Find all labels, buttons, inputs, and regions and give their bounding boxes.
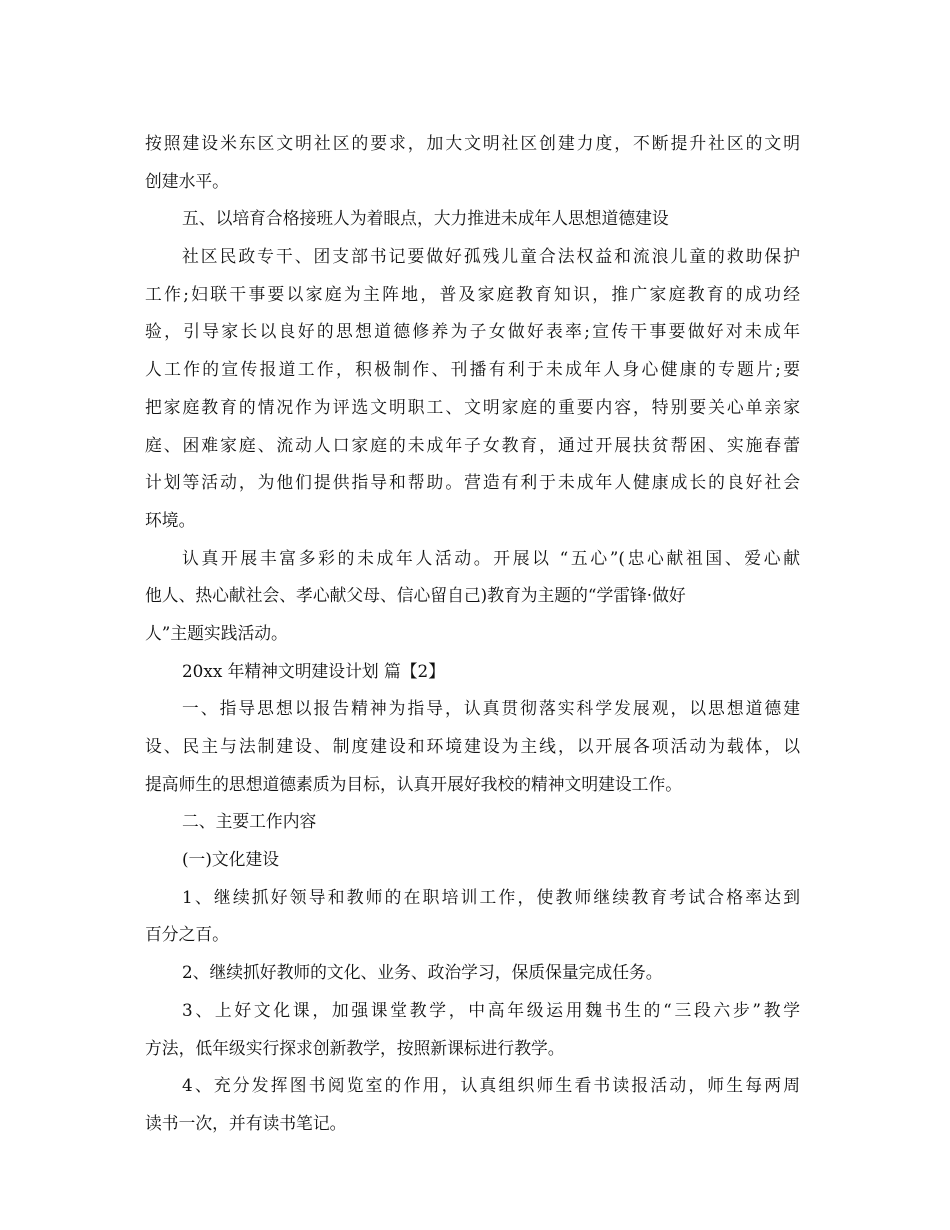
list-item	[145, 954, 800, 992]
text-line: 五、以培育合格接班人为着眼点，大力推进未成年人思想道德建设	[182, 208, 669, 229]
text-line: 20xx 年精神文明建设计划 篇【2】	[182, 660, 446, 681]
text-line: 验，引导家长以良好的思想道德修养为子女做好表率;宣传干事要做好对未成年	[145, 321, 800, 342]
text-line: 设、民主与法制建设、制度建设和环境建设为主线，以开展各项活动为载体，以	[145, 736, 800, 756]
text-line: 把家庭教育的情况作为评选文明职工、文明家庭的重要内容，特别要关心单亲家	[145, 396, 800, 417]
text-line: 人”主题实践活动。	[145, 622, 288, 643]
paragraph	[145, 690, 800, 803]
text-line: 工作;妇联干事要以家庭为主阵地，普及家庭教育知识，推广家庭教育的成功经	[145, 283, 800, 304]
text-line: 社区民政专干、团支部书记要做好孤残儿童合法权益和流浪儿童的救助保护	[182, 246, 800, 267]
document-title	[145, 653, 800, 691]
paragraph	[145, 540, 800, 653]
list-item	[145, 879, 800, 954]
text-line: 按照建设米东区文明社区的要求，加大文明社区创建力度，不断提升社区的文明	[145, 133, 800, 153]
section-heading	[145, 803, 800, 841]
text-line: 创建水平。	[145, 170, 229, 191]
subsection-heading	[145, 841, 800, 879]
document-body	[145, 125, 800, 1143]
text-line: 环境。	[145, 509, 196, 530]
text-line: 人工作的宣传报道工作，积极制作、刊播有利于未成年人身心健康的专题片;要	[145, 359, 800, 380]
text-line: 方法，低年级实行探求创新教学，按照新课标进行教学。	[145, 1037, 565, 1058]
text-line: 1、继续抓好领导和教师的在职培训工作，使教师继续教育考试合格率达到	[182, 886, 800, 907]
text-line: 一、指导思想以报告精神为指导，认真贯彻落实科学发展观，以思想道德建	[182, 698, 800, 719]
text-line: 庭、困难家庭、流动人口家庭的未成年子女教育，通过开展扶贫帮困、实施春蕾	[145, 434, 800, 455]
list-item	[145, 1067, 800, 1142]
paragraph	[145, 125, 800, 200]
section-heading	[145, 200, 800, 238]
text-line: 二、主要工作内容	[182, 811, 317, 832]
text-line: 3、上好文化课，加强课堂教学，中高年级运用魏书生的“三段六步”教学	[182, 999, 800, 1020]
text-line: 认真开展丰富多彩的未成年人活动。开展以 “五心”(忠心献祖国、爱心献	[182, 547, 800, 568]
text-line: 计划等活动，为他们提供指导和帮助。营造有利于未成年人健康成长的良好社会	[145, 472, 800, 493]
text-line: 读书一次，并有读书笔记。	[145, 1112, 347, 1133]
text-line: 他人、热心献社会、孝心献父母、信心留自己)教育为主题的“学雷锋·做好	[145, 585, 686, 606]
list-item	[145, 992, 800, 1067]
text-line: (一)文化建设	[182, 849, 280, 870]
paragraph	[145, 238, 800, 540]
text-line: 提高师生的思想道德素质为目标，认真开展好我校的精神文明建设工作。	[145, 773, 683, 794]
text-line: 4、充分发挥图书阅览室的作用，认真组织师生看书读报活动，师生每两周	[182, 1075, 800, 1096]
text-line: 2、继续抓好教师的文化、业务、政治学习，保质保量完成任务。	[182, 962, 663, 983]
text-line: 百分之百。	[145, 924, 229, 945]
